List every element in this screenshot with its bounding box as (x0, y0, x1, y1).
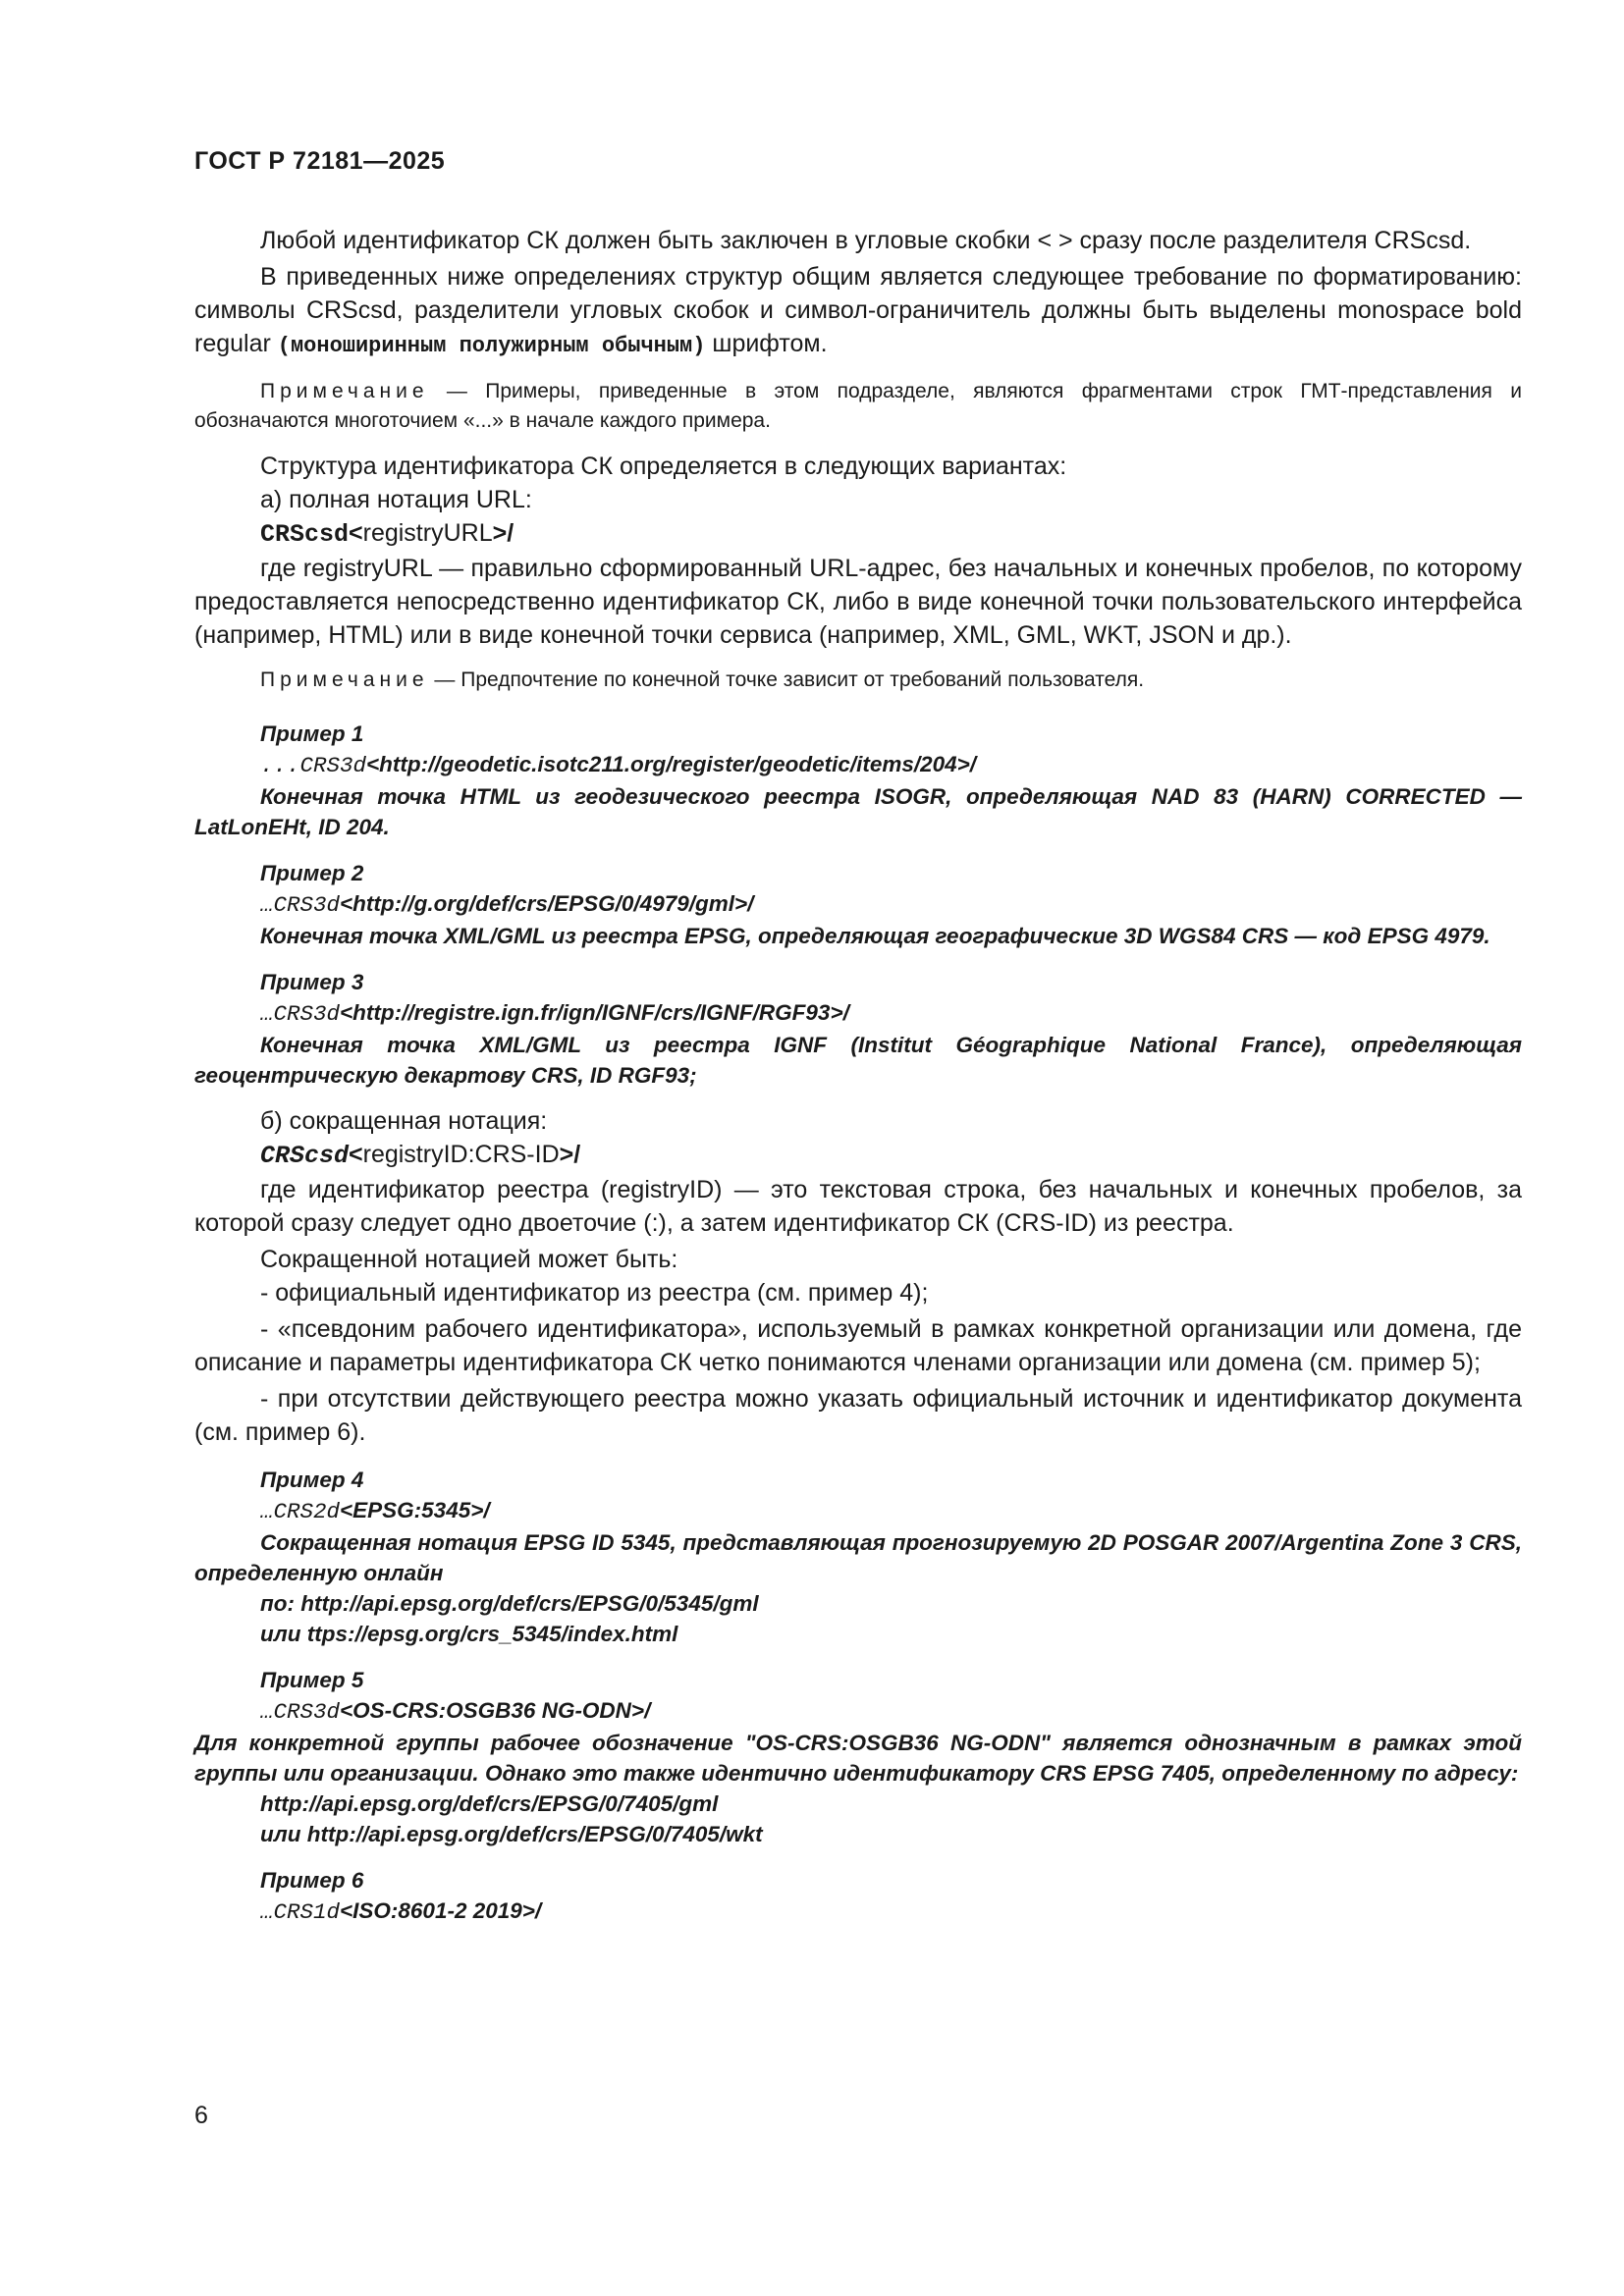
example-3-description: Конечная точка XML/GML из реестра IGNF (Institut Géographique National France), определяющая геоцентрическую декартову CRS, ID RGF93; (194, 1033, 1522, 1088)
page-number: 6 (194, 2102, 208, 2129)
variant-b-syntax (194, 1138, 1522, 1173)
p2-mono-text: (моноширинным полужирным обычным) (277, 334, 706, 358)
note-1-text: — Примеры, приведенные в этом подразделе, являются фрагментами строк ГМТ-представления и обозначаются многоточием «...» в начале каждого примера. (194, 380, 1522, 432)
example-1-title: Пример 1 (260, 721, 364, 746)
example-4-link-1: по: http://api.epsg.org/def/crs/EPSG/0/5345/gml (260, 1591, 759, 1616)
note-1 (194, 377, 1522, 436)
list-item-3: - при отсутствии действующего реестра можно указать официальный источник и идентификатор документа (см. пример 6). (194, 1385, 1522, 1446)
variant-intro: Структура идентификатора СК определяется в следующих вариантах: (260, 453, 1067, 480)
example-4-description: Сокращенная нотация EPSG ID 5345, представляющая прогнозируемую 2D POSGAR 2007/Argentina Zone 3 CRS, определенную онлайн (194, 1530, 1522, 1585)
variant-a-description: где registryURL — правильно сформированный URL-адрес, без начальных и конечных пробелов, по которому предоставляется непосредственно идентификатор СК, либо в виде конечной точки пользовательского интерфейса (например, HTML) или в виде конечной точки сервиса (например, XML, GML, WKT, JSON и др.). (194, 555, 1522, 649)
note-2-label: Примечание (260, 668, 429, 691)
page-body (194, 224, 1522, 1928)
example-3-code-prefix: …CRS3d (260, 1001, 341, 1027)
syntax-a-prefix: CRScsd (260, 520, 350, 549)
intro-paragraph-1: Любой идентификатор СК должен быть заключен в угловые скобки < > сразу после разделителя CRScsd. (260, 227, 1472, 254)
example-3-title: Пример 3 (260, 970, 364, 994)
example-1-code (260, 749, 1522, 781)
example-2 (194, 858, 1522, 951)
example-4-link-2: или ttps://epsg.org/crs_5345/index.html (260, 1622, 678, 1646)
example-6-code (260, 1896, 1522, 1928)
example-3 (194, 967, 1522, 1091)
note-2-text: — Предпочтение по конечной точке зависит от требований пользователя. (428, 668, 1145, 691)
example-3-code (260, 997, 1522, 1030)
example-1 (194, 719, 1522, 842)
example-1-description: Конечная точка HTML из геодезического реестра ISOGR, определяющая NAD 83 (HARN) CORRECTED — LatLonEHt, ID 204. (194, 784, 1522, 839)
example-2-title: Пример 2 (260, 861, 364, 885)
example-6-code-prefix: …CRS1d (260, 1899, 341, 1925)
example-1-code-prefix: ...CRS3d (260, 753, 367, 778)
document-header: ГОСТ Р 72181—2025 (194, 147, 446, 175)
variant-b-list-intro: Сокращенной нотацией может быть: (260, 1246, 678, 1273)
example-3-code-body: <http://registre.ign.fr/ign/IGNF/crs/IGNF/RGF93>/ (340, 1000, 849, 1025)
example-4 (194, 1465, 1522, 1649)
intro-paragraph-2 (194, 260, 1522, 363)
example-4-code-body: <EPSG:5345>/ (340, 1498, 490, 1522)
example-1-code-body: <http://geodetic.isotc211.org/register/geodetic/items/204>/ (366, 752, 977, 776)
example-5 (194, 1665, 1522, 1849)
note-1-label: Примечание (260, 380, 429, 402)
syntax-a-close: >/ (492, 519, 514, 547)
example-5-code-prefix: …CRS3d (260, 1699, 341, 1725)
syntax-b-body: registryID:CRS-ID (362, 1141, 560, 1168)
example-4-code (260, 1495, 1522, 1527)
example-4-title: Пример 4 (260, 1468, 364, 1492)
list-item-1: - официальный идентификатор из реестра (см. пример 4); (260, 1279, 929, 1307)
list-item-2: - «псевдоним рабочего идентификатора», используемый в рамках конкретной организации или домена, где описание и параметры идентификатора СК четко понимаются членами организации или домена (см. пример 5); (194, 1315, 1522, 1376)
example-5-code (260, 1695, 1522, 1728)
example-2-description: Конечная точка XML/GML из реестра EPSG, определяющая географические 3D WGS84 CRS — код EPSG 4979. (260, 924, 1490, 948)
syntax-b-prefix: CRScsd (260, 1142, 350, 1170)
syntax-b-open: < (349, 1141, 363, 1168)
example-5-code-body: <OS-CRS:OSGB36 NG-ODN>/ (340, 1698, 651, 1723)
example-5-description: Для конкретной группы рабочее обозначение "OS-CRS:OSGB36 NG-ODN" является однозначным в рамках этой группы или организации. Однако это также идентично идентификатору CRS EPSG 7405, определенному по адресу: (194, 1731, 1522, 1786)
example-2-code (260, 888, 1522, 921)
example-6 (194, 1865, 1522, 1928)
example-2-code-prefix: …CRS3d (260, 892, 341, 918)
p2-text-a: В приведенных ниже определениях структур общим является следующее требование по форматированию: символы CRScsd (194, 263, 1522, 324)
syntax-a-body: registryURL (362, 519, 493, 547)
syntax-a-open: < (349, 519, 363, 547)
example-5-link-1: http://api.epsg.org/def/crs/EPSG/0/7405/gml (260, 1791, 719, 1816)
variant-a-title: а) полная нотация URL: (260, 486, 532, 513)
example-5-title: Пример 5 (260, 1668, 364, 1692)
example-6-code-body: <ISO:8601-2 2019>/ (340, 1898, 542, 1923)
p2-text-b: , разделители угловых скобок и символ-ограничитель должны быть выделены monospace bold regular (194, 296, 1522, 357)
p2-text-c: шрифтом. (705, 330, 828, 357)
variant-b-title: б) сокращенная нотация: (260, 1107, 548, 1135)
example-2-code-body: <http://g.org/def/crs/EPSG/0/4979/gml>/ (340, 891, 754, 916)
syntax-b-close: >/ (559, 1141, 581, 1168)
variant-a-syntax (194, 516, 1522, 552)
variant-b-description: где идентификатор реестра (registryID) — это текстовая строка, без начальных и конечных пробелов, за которой сразу следует одно двоеточие (:), а затем идентификатор СК (CRS-ID) из реестра. (194, 1176, 1522, 1237)
example-6-title: Пример 6 (260, 1868, 364, 1893)
example-4-code-prefix: …CRS2d (260, 1499, 341, 1524)
example-5-link-2: или http://api.epsg.org/def/crs/EPSG/0/7405/wkt (260, 1822, 763, 1846)
note-2 (194, 666, 1522, 695)
